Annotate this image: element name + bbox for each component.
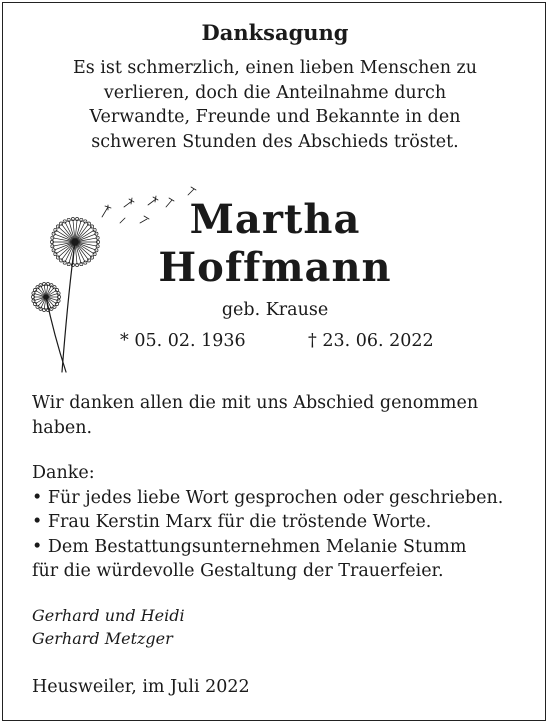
intro-line: schweren Stunden des Abschieds tröstet. [91, 131, 459, 152]
thanks-paragraph [32, 391, 478, 440]
signature-line: Gerhard Metzger [32, 629, 173, 648]
danke-list [32, 461, 503, 584]
maiden-name: geb. Krause [221, 300, 329, 320]
danke-line: für die würdevolle Gestaltung der Trauerfeier. [32, 561, 444, 581]
danke-line: • Frau Kerstin Marx für die tröstende Worte. [32, 512, 432, 532]
deceased-last-name: Hoffmann [158, 244, 392, 291]
birth-date: * 05. 02. 1936 [120, 331, 246, 351]
intro-line: Verwandte, Freunde und Bekannte in den [89, 107, 461, 127]
signature-block [32, 604, 185, 650]
thanks-line: haben. [32, 417, 93, 438]
death-date: † 23. 06. 2022 [308, 331, 434, 351]
danke-line: • Für jedes liebe Wort gesprochen oder geschrieben. [32, 487, 504, 508]
deceased-first-name: Martha [189, 196, 361, 243]
signature-line: Gerhard und Heidi [32, 606, 185, 625]
intro-line: Es ist schmerzlich, einen lieben Menschen zu [72, 58, 478, 78]
intro-text [30, 56, 520, 154]
place-date: Heusweiler, im Juli 2022 [32, 677, 250, 697]
notice-heading: Danksagung [201, 20, 349, 45]
thanks-line: Wir danken allen die mit uns Abschied genommen [32, 393, 479, 413]
danke-line: • Dem Bestattungsunternehmen Melanie Stumm [32, 536, 467, 557]
danke-line: Danke: [32, 463, 95, 483]
intro-line: verlieren, doch die Anteilnahme durch [103, 82, 447, 103]
